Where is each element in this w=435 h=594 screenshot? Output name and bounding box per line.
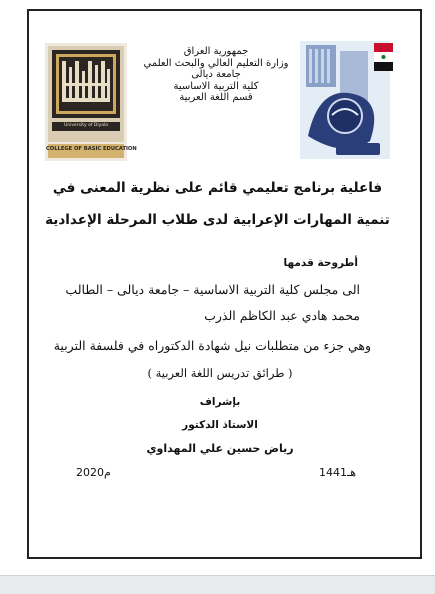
submitted-to: الى مجلس كلية التربية الاساسية – جامعة ديالى – الطالب: [65, 282, 360, 297]
header-line: قسم اللغة العربية: [179, 92, 253, 104]
institution-header: [130, 46, 302, 104]
thesis-title-line-2: تنمية المهارات الإعرابية لدى طلاب المرحلة الإعدادية: [45, 212, 390, 228]
hijri-year: 1441هـ: [319, 466, 357, 479]
header-line: جمهورية العراق: [183, 46, 249, 57]
header-line: وزارة التعليم العالي والبحث العلمي: [143, 57, 289, 69]
student-name: محمد هادي عبد الكاظم الذرب: [204, 308, 360, 323]
header-line: كلية التربية الاساسية: [173, 80, 259, 92]
college-subcaption: University of Diyala: [63, 123, 109, 128]
specialization: ( طرائق تدريس اللغة العربية ): [147, 366, 293, 380]
degree-statement: وهي جزء من متطلبات نيل شهادة الدكتوراه في فلسفة التربية: [53, 338, 371, 353]
supervision-label: بإشراف: [199, 396, 241, 408]
thesis-label: أطروحة قدمها: [283, 257, 358, 269]
college-logo: [45, 43, 137, 161]
gregorian-year: 2020م: [76, 466, 111, 479]
thesis-title-line-1: فاعلية برنامج تعليمي قائم على نظرية المعنى في: [52, 180, 383, 196]
supervisor-name: رياض حسين علي المهداوي: [146, 442, 294, 455]
iraq-flag: [374, 43, 393, 71]
college-caption: COLLEGE OF BASIC EDUCATION: [46, 146, 137, 152]
status-strip: [0, 575, 435, 594]
header-line: جامعة ديالى: [191, 69, 241, 81]
supervisor-rank: الاستاذ الدكتور: [182, 419, 258, 431]
